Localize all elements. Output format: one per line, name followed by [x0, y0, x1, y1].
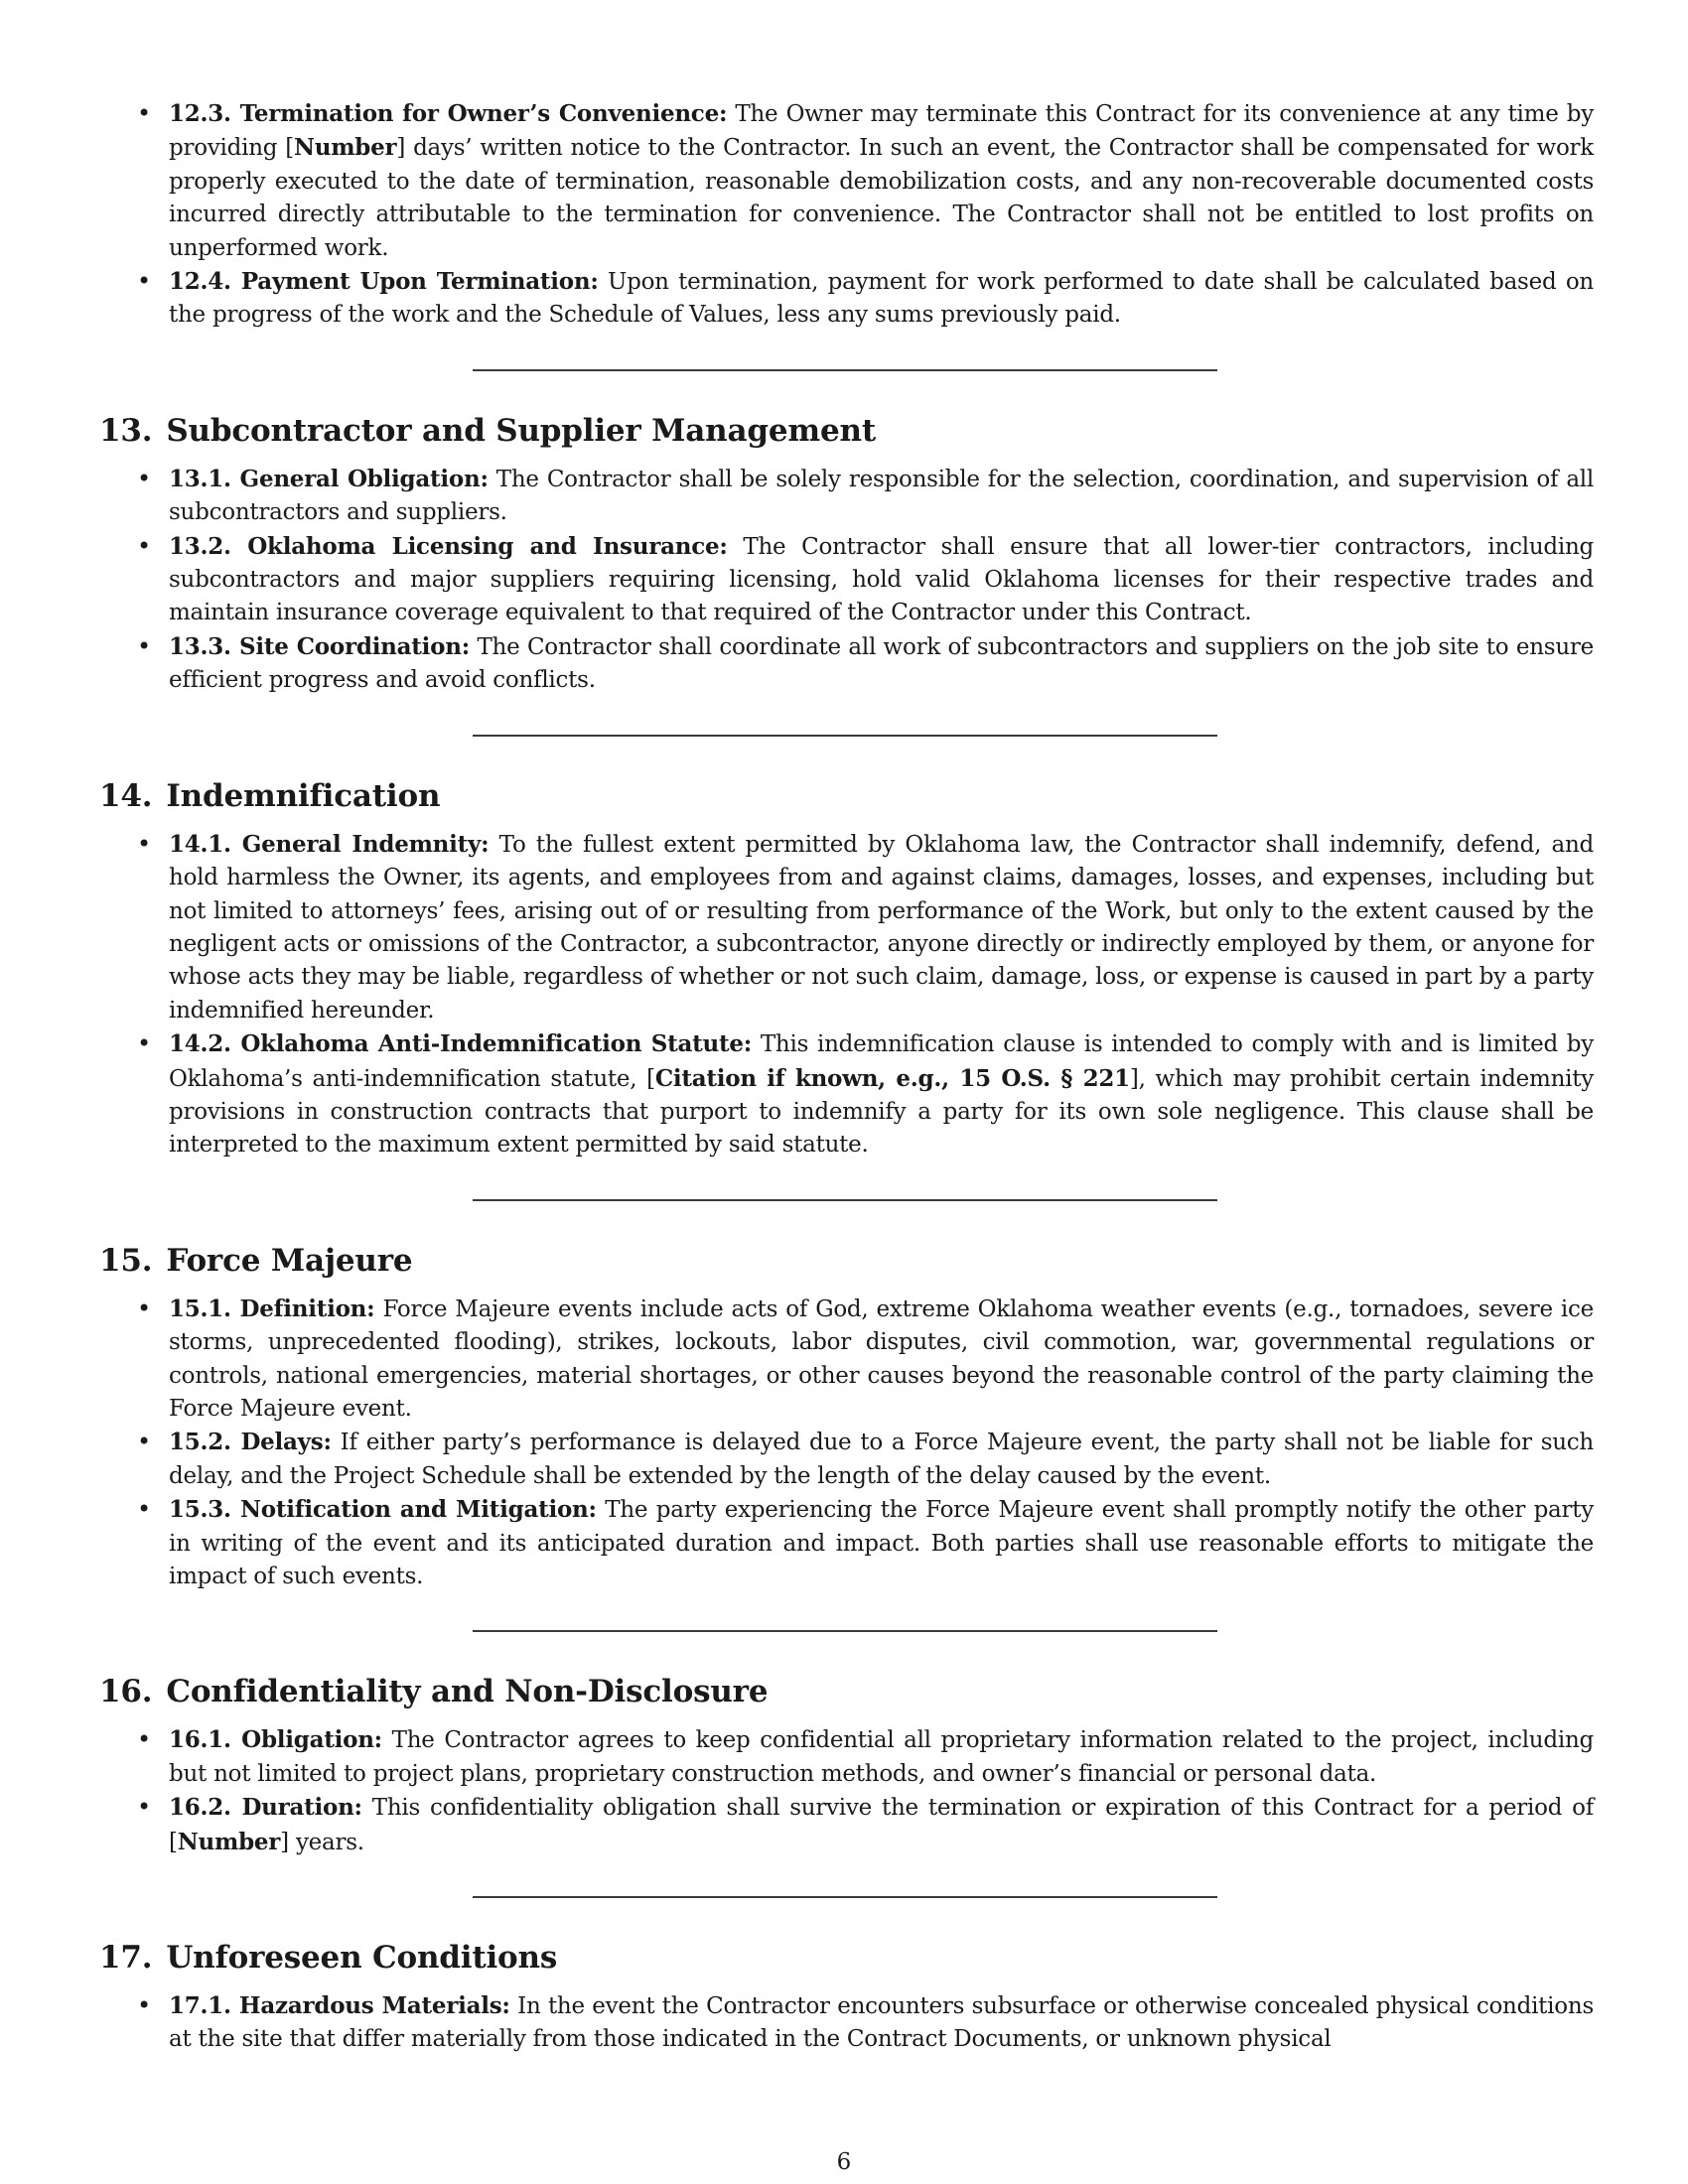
section-divider: [473, 1199, 1217, 1201]
clause-14-1: • 14.1. General Indemnity: To the fullest extent permitted by Oklahoma law, the Contractor shall indemnify, defend, and hold harmless the Owner, its agents, and employees from and against claims, damages, losses, and expenses, including but not limited to attorneys’ fees, arising out of or resulting from performance of the Work, but only to the extent caused by the negligent acts or omissions of the Contractor, a subcontractor, anyone directly or indirectly employed by them, or anyone for whose acts they may be liable, regardless of whether or not such claim, damage, loss, or expense is caused in part by a party indemnified hereunder.: [99, 828, 1594, 1027]
clause-15-2: • 15.2. Delays: If either party’s performance is delayed due to a Force Majeure event, the party shall not be liable for such delay, and the Project Schedule shall be extended by the length of the delay caused by the event.: [99, 1426, 1594, 1493]
placeholder-number: Number: [293, 134, 397, 162]
section-14-heading: 14. Indemnification: [99, 777, 441, 814]
section-divider: [473, 735, 1217, 737]
clause-12-4: • 12.4. Payment Upon Termination: Upon termination, payment for work performed to date shall be calculated based on the progress of the work and the Schedule of Values, less any sums previously paid.: [99, 265, 1594, 333]
section-16-list: [99, 1723, 1594, 1859]
section-15-heading: 15. Force Majeure: [99, 1242, 413, 1279]
clause-heading: 13.2. Oklahoma Licensing and Insurance:: [169, 532, 728, 560]
section-divider: [473, 1896, 1217, 1898]
section-15-list: [99, 1293, 1594, 1594]
clause-heading: 15.1. Definition:: [169, 1295, 375, 1322]
section-14-list: [99, 828, 1594, 1162]
clause-16-2: • 16.2. Duration: This confidentiality obligation shall survive the termination or expiration of this Contract for a period of [Number] years.: [99, 1791, 1594, 1859]
page-number: 6: [836, 2149, 852, 2175]
clause-heading: 12.4. Payment Upon Termination:: [169, 268, 599, 296]
placeholder-citation: Citation if known, e.g., 15 O.S. § 221: [654, 1064, 1130, 1092]
section-divider: [473, 1630, 1217, 1632]
clause-heading: 14.1. General Indemnity:: [169, 830, 490, 858]
section-12-list: [99, 97, 1594, 333]
section-17-heading: 17. Unforeseen Conditions: [99, 1940, 558, 1977]
clause-heading: 16.2. Duration:: [169, 1794, 362, 1822]
clause-heading: 14.2. Oklahoma Anti-Indemnification Statute:: [169, 1030, 752, 1058]
clause-16-1: • 16.1. Obligation: The Contractor agrees to keep confidential all proprietary information related to the project, including but not limited to project plans, proprietary construction methods, and owner’s financial or personal data.: [99, 1723, 1594, 1791]
clause-heading: 13.3. Site Coordination:: [169, 632, 470, 660]
clause-15-1: • 15.1. Definition: Force Majeure events include acts of God, extreme Oklahoma weather events (e.g., tornadoes, severe ice storms, unprecedented flooding), strikes, lockouts, labor disputes, civil commotion, war, governmental regulations or controls, national emergencies, material shortages, or other causes beyond the reasonable control of the party claiming the Force Majeure event.: [99, 1293, 1594, 1427]
clause-heading: 15.3. Notification and Mitigation:: [169, 1496, 597, 1524]
clause-heading: 17.1. Hazardous Materials:: [169, 1992, 510, 2020]
page-content: [99, 97, 1594, 2057]
clause-heading: 13.1. General Obligation:: [169, 465, 489, 492]
clause-13-1: • 13.1. General Obligation: The Contractor shall be solely responsible for the selection, coordination, and supervision of all subcontractors and suppliers.: [99, 463, 1594, 530]
placeholder-number: Number: [177, 1828, 281, 1855]
section-13-heading: 13. Subcontractor and Supplier Management: [99, 412, 876, 449]
clause-heading: 12.3. Termination for Owner’s Convenience:: [169, 100, 728, 127]
clause-13-3: • 13.3. Site Coordination: The Contractor shall coordinate all work of subcontractors and suppliers on the job site to ensure efficient progress and avoid conflicts.: [99, 630, 1594, 698]
clause-12-3: • 12.3. Termination for Owner’s Convenience: The Owner may terminate this Contract for its convenience at any time by providing [Number] days’ written notice to the Contractor. In such an event, the Contractor shall be compensated for work properly executed to the date of termination, reasonable demobilization costs, and any non-recoverable documented costs incurred directly attributable to the termination for convenience. The Contractor shall not be entitled to lost profits on unperformed work.: [99, 97, 1594, 265]
section-16-heading: 16. Confidentiality and Non-Disclosure: [99, 1674, 769, 1710]
section-divider: [473, 369, 1217, 371]
section-17-list: [99, 1989, 1594, 2057]
clause-heading: 15.2. Delays:: [169, 1429, 332, 1456]
clause-14-2: • 14.2. Oklahoma Anti-Indemnification Statute: This indemnification clause is intended to comply with and is limited by Oklahoma’s anti-indemnification statute, [Citation if known, e.g., 15 O.S. § 221], which may prohibit certain indemnity provisions in construction contracts that purport to indemnify a party for its own sole negligence. This clause shall be interpreted to the maximum extent permitted by said statute.: [99, 1027, 1594, 1162]
clause-heading: 16.1. Obligation:: [169, 1726, 382, 1754]
clause-17-1: • 17.1. Hazardous Materials: In the event the Contractor encounters subsurface or otherwise concealed physical conditions at the site that differ materially from those indicated in the Contract Documents, or unknown physical: [99, 1989, 1594, 2057]
clause-13-2: • 13.2. Oklahoma Licensing and Insurance: The Contractor shall ensure that all lower-tier contractors, including subcontractors and major suppliers requiring licensing, hold valid Oklahoma licenses for their respective trades and maintain insurance coverage equivalent to that required of the Contractor under this Contract.: [99, 530, 1594, 630]
clause-15-3: • 15.3. Notification and Mitigation: The party experiencing the Force Majeure event shall promptly notify the other party in writing of the event and its anticipated duration and impact. Both parties shall use reasonable efforts to mitigate the impact of such events.: [99, 1493, 1594, 1593]
section-13-list: [99, 463, 1594, 698]
